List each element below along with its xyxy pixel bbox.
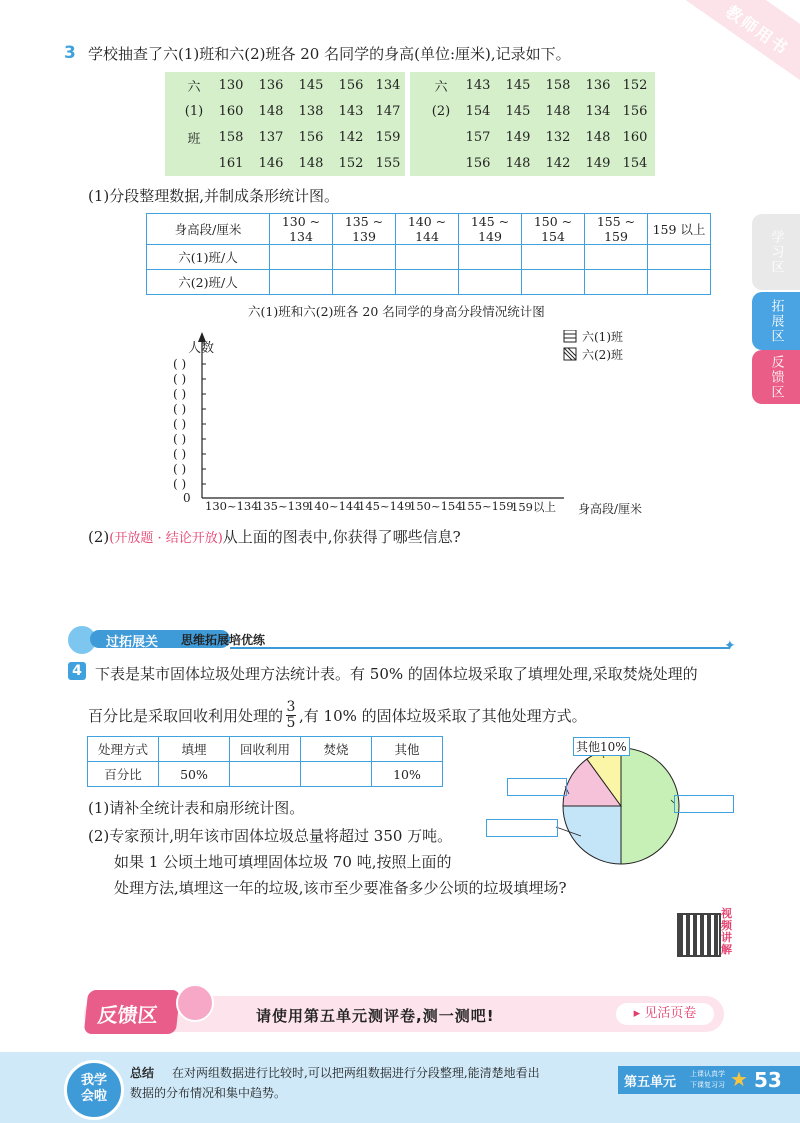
answer-cell[interactable] <box>230 762 301 787</box>
section-title: 过拓展关 <box>106 635 159 650</box>
unit-label: 第五单元 <box>624 1075 677 1090</box>
footer-badge-text: 我学会啦 <box>80 1073 107 1104</box>
pie-slice <box>563 806 621 864</box>
q4-line2-b: ,有 10% 的固体垃圾采取了其他处理方式。 <box>299 706 587 725</box>
answer-cell[interactable] <box>396 270 459 295</box>
answer-cell[interactable] <box>522 270 585 295</box>
x-tick-label: 155~159 <box>460 499 514 513</box>
feedback-title-badge <box>84 990 181 1034</box>
answer-cell[interactable] <box>585 270 648 295</box>
answer-cell[interactable] <box>459 270 522 295</box>
answer-cell[interactable] <box>648 245 711 270</box>
see-worksheet-label: 见活页卷 <box>644 1006 697 1021</box>
y-tick-blank[interactable]: ( ) <box>173 447 187 461</box>
q3-part2 <box>88 527 461 549</box>
answer-cell[interactable] <box>459 245 522 270</box>
play-icon: ▸ <box>633 1006 645 1021</box>
answer-cell[interactable] <box>585 245 648 270</box>
unit-badge <box>618 1066 800 1094</box>
x-tick-label: 140~144 <box>307 499 361 513</box>
q4-line1: 下表是某市固体垃圾处理方法统计表。有 50% 的固体垃圾采取了填埋处理,采取焚烧处理的 <box>95 665 698 683</box>
see-worksheet-button[interactable] <box>616 1003 714 1025</box>
feedback-title: 反馈区 <box>96 1003 159 1027</box>
section-banner <box>60 628 740 654</box>
x-tick-label: 130~134 <box>205 499 259 513</box>
x-tick-labels <box>205 499 561 515</box>
answer-cell[interactable] <box>648 270 711 295</box>
y-axis-label: 人数 <box>188 341 215 356</box>
feedback-text: 请使用第五单元测评卷,测一测吧! <box>256 1007 495 1025</box>
q4-line2-a: 百分比是采取回收利用处理的 <box>88 706 284 725</box>
fraction <box>286 700 296 731</box>
q3-part1: (1)分段整理数据,并制成条形统计图。 <box>88 187 340 205</box>
table-row: 百分比 50% 10% <box>88 762 443 787</box>
pie-slice <box>621 748 679 864</box>
star-icon: ★ <box>730 1067 748 1091</box>
q3-part2-prefix: (2) <box>88 528 110 546</box>
unit-slogan-1: 上课认真学 <box>690 1070 725 1078</box>
answer-cell[interactable] <box>301 762 372 787</box>
pie-label-other: 其他10% <box>573 737 630 756</box>
answer-cell[interactable] <box>270 245 333 270</box>
footer-badge <box>64 1060 124 1120</box>
legend-class1: 六(1)班 <box>582 330 623 344</box>
origin-label: 0 <box>183 491 191 505</box>
table-row: 六(1)班/人 <box>147 245 711 270</box>
pie-answer-box[interactable] <box>674 795 734 813</box>
class2-data-block: 六 143 145 158 136 152 (2) 154 145 148 134 156 157 149 132 148 160 156 148 142 149 154 <box>410 72 655 176</box>
x-tick-label: 145~149 <box>358 499 412 513</box>
x-axis-label: 身高段/厘米 <box>578 502 643 516</box>
pie-answer-box[interactable] <box>507 778 567 796</box>
legend-class2: 六(2)班 <box>582 348 623 362</box>
summary-label: 总结 <box>130 1066 155 1080</box>
class1-data-block: 六 130 136 145 156 134 (1) 160 148 138 143 147 班 158 137 156 142 159 161 146 148 152 155 <box>165 72 405 176</box>
x-tick-label: 150~154 <box>409 499 463 513</box>
question-3-text: 学校抽查了六(1)班和六(2)班各 20 名同学的身高(单位:厘米),记录如下。 <box>88 45 571 63</box>
tab-extend-label: 拓展区 <box>768 298 784 344</box>
pie-answer-box[interactable] <box>486 819 558 837</box>
chart-title: 六(1)班和六(2)班各 20 名同学的身高分段情况统计图 <box>248 304 545 319</box>
y-tick-blank[interactable]: ( ) <box>173 462 187 476</box>
q4-part2-line3: 处理方法,填埋这一年的垃圾,该市至少要准备多少公顷的垃圾填埋场? <box>114 879 567 897</box>
table-row: 六(2)班/人 <box>147 270 711 295</box>
y-axis-blanks <box>173 357 186 492</box>
x-tick-label: 159以上 <box>511 500 556 514</box>
q4-part1: (1)请补全统计表和扇形统计图。 <box>88 799 305 817</box>
q4-part2-line2: 如果 1 公顷土地可填埋固体垃圾 70 吨,按照上面的 <box>114 853 452 871</box>
page-number: 53 <box>754 1068 782 1092</box>
summary-line-1: 在对两组数据进行比较时,可以把两组数据进行分段整理,能清楚地看出 <box>172 1066 540 1080</box>
y-tick-blank[interactable]: ( ) <box>173 387 187 401</box>
banner-line <box>230 647 730 649</box>
star-icon: ✦ <box>724 638 736 654</box>
y-tick-blank[interactable]: ( ) <box>173 432 187 446</box>
unit-slogan-2: 下课复习习 <box>690 1081 725 1089</box>
answer-cell[interactable] <box>270 270 333 295</box>
y-tick-blank[interactable]: ( ) <box>173 357 187 371</box>
question-4-number: 4 <box>68 662 86 680</box>
qr-code-icon[interactable] <box>677 913 721 957</box>
tab-extend[interactable] <box>752 292 800 350</box>
summary-line-2: 数据的分布情况和集中趋势。 <box>130 1086 287 1100</box>
x-tick-label: 135~139 <box>256 499 310 513</box>
fraction-denominator: 5 <box>286 715 296 731</box>
footer <box>0 1052 800 1123</box>
video-label: 视频讲解 <box>721 907 732 956</box>
y-tick-blank[interactable]: ( ) <box>173 477 187 491</box>
waste-table: 处理方式 填埋 回收利用 焚烧 其他 百分比 50% 10% <box>87 736 443 787</box>
section-subtitle: 思维拓展培优练 <box>181 633 266 647</box>
question-3-number: 3 <box>64 43 76 63</box>
q3-part2-text: 从上面的图表中,你获得了哪些信息? <box>222 528 461 546</box>
answer-cell[interactable] <box>522 245 585 270</box>
open-question-tag: (开放题 · 结论开放) <box>109 531 223 546</box>
tab-study[interactable] <box>752 214 800 290</box>
q4-line2 <box>88 700 587 731</box>
table-header-cell: 身高段/厘米 <box>147 214 270 245</box>
answer-cell[interactable] <box>333 270 396 295</box>
height-frequency-table: 身高段/厘米 130 ~ 134 135 ~ 139 140 ~ 144 145 ~ 149 150 ~ 154 155 ~ 159 159 以上 六(1)班/人 六(2)班/人 <box>146 213 711 295</box>
answer-cell[interactable] <box>333 245 396 270</box>
tab-study-label: 学习区 <box>768 229 784 275</box>
mascot-icon <box>176 984 214 1022</box>
y-tick-blank[interactable]: ( ) <box>173 372 187 386</box>
answer-cell[interactable] <box>396 245 459 270</box>
corner-label: 教师用书 <box>722 1 793 59</box>
fraction-numerator: 3 <box>286 699 296 715</box>
tab-feedback-label: 反馈区 <box>768 354 784 400</box>
y-tick-blank[interactable]: ( ) <box>173 417 187 431</box>
q4-part2: (2)专家预计,明年该市固体垃圾总量将超过 350 万吨。 <box>88 827 453 845</box>
tab-feedback[interactable] <box>752 350 800 404</box>
y-tick-blank[interactable]: ( ) <box>173 402 187 416</box>
